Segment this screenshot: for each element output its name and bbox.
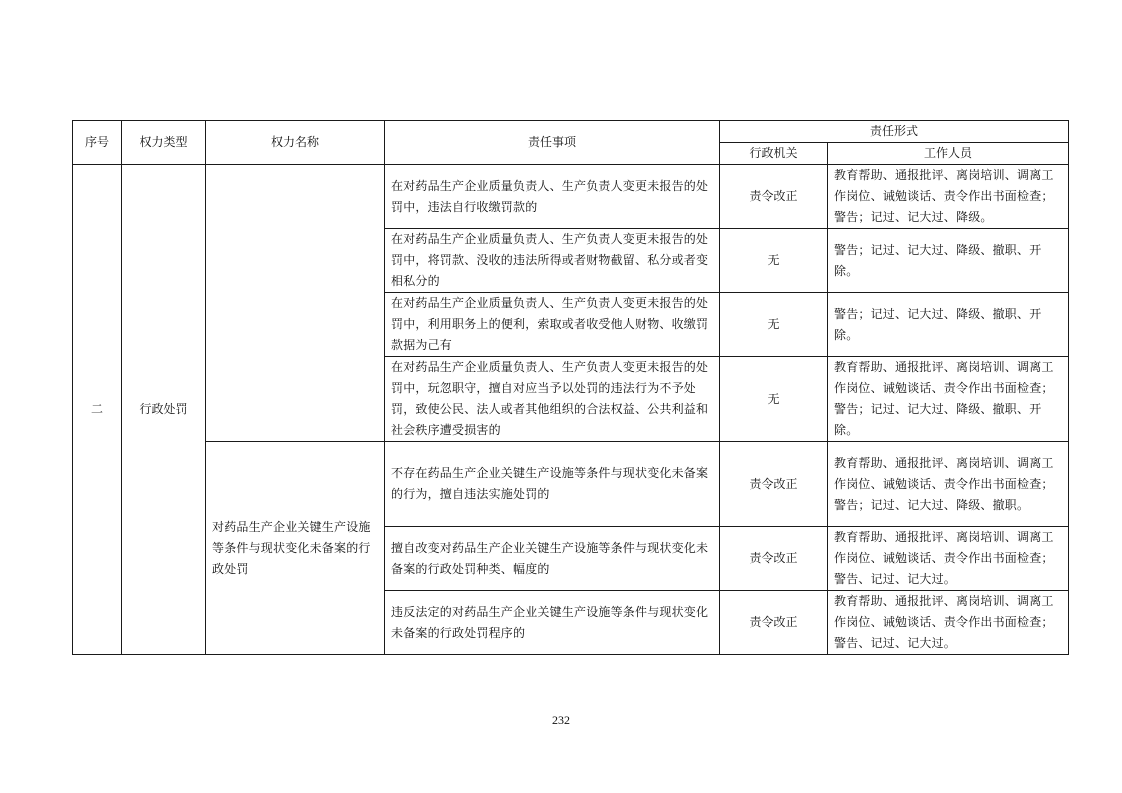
header-responsibility: 责任事项	[385, 121, 720, 165]
admin-cell: 责令改正	[720, 165, 828, 229]
staff-cell: 教育帮助、通报批评、离岗培训、调离工作岗位、诫勉谈话、责令作出书面检查；警告；记过、记大过、降级。	[828, 165, 1069, 229]
matter-cell: 在对药品生产企业质量负责人、生产负责人变更未报告的处罚中，利用职务上的便利，索取或者收受他人财物、收缴罚款据为己有	[385, 293, 720, 357]
matter-cell: 违反法定的对药品生产企业关键生产设施等条件与现状变化未备案的行政处罚程序的	[385, 591, 720, 655]
staff-cell: 教育帮助、通报批评、离岗培训、调离工作岗位、诫勉谈话、责令作出书面检查；警告、记过、记大过。	[828, 527, 1069, 591]
header-power-type: 权力类型	[122, 121, 206, 165]
admin-cell: 无	[720, 293, 828, 357]
header-power-name: 权力名称	[206, 121, 385, 165]
matter-cell: 擅自改变对药品生产企业关键生产设施等条件与现状变化未备案的行政处罚种类、幅度的	[385, 527, 720, 591]
admin-cell: 责令改正	[720, 591, 828, 655]
staff-cell: 警告；记过、记大过、降级、撤职、开除。	[828, 293, 1069, 357]
header-staff: 工作人员	[828, 143, 1069, 165]
matter-cell: 在对药品生产企业质量负责人、生产负责人变更未报告的处罚中，将罚款、没收的违法所得或者财物截留、私分或者变相私分的	[385, 229, 720, 293]
staff-cell: 教育帮助、通报批评、离岗培训、调离工作岗位、诫勉谈话、责令作出书面检查；警告；记过、记大过、降级、撤职、开除。	[828, 357, 1069, 442]
header-form: 责任形式	[720, 121, 1069, 143]
power-name-cell-1	[206, 165, 385, 442]
power-type-cell: 行政处罚	[122, 165, 206, 655]
matter-cell: 在对药品生产企业质量负责人、生产负责人变更未报告的处罚中，玩忽职守，擅自对应当予以处罚的违法行为不予处罚，致使公民、法人或者其他组织的合法权益、公共利益和社会秩序遭受损害的	[385, 357, 720, 442]
header-admin: 行政机关	[720, 143, 828, 165]
table-row	[73, 442, 1069, 527]
admin-cell: 责令改正	[720, 527, 828, 591]
responsibility-table	[72, 120, 1069, 655]
staff-cell: 教育帮助、通报批评、离岗培训、调离工作岗位、诫勉谈话、责令作出书面检查；警告；记过、记大过、降级、撤职。	[828, 442, 1069, 527]
staff-cell: 警告；记过、记大过、降级、撤职、开除。	[828, 229, 1069, 293]
admin-cell: 无	[720, 357, 828, 442]
seq-cell: 二	[73, 165, 122, 655]
matter-cell: 不存在药品生产企业关键生产设施等条件与现状变化未备案的行为，擅自违法实施处罚的	[385, 442, 720, 527]
header-seq: 序号	[73, 121, 122, 165]
table-row	[73, 165, 1069, 229]
admin-cell: 无	[720, 229, 828, 293]
matter-cell: 在对药品生产企业质量负责人、生产负责人变更未报告的处罚中，违法自行收缴罚款的	[385, 165, 720, 229]
power-name-cell-2: 对药品生产企业关键生产设施等条件与现状变化未备案的行政处罚	[206, 442, 385, 655]
staff-cell: 教育帮助、通报批评、离岗培训、调离工作岗位、诫勉谈话、责令作出书面检查；警告、记过、记大过。	[828, 591, 1069, 655]
admin-cell: 责令改正	[720, 442, 828, 527]
page-number: 232	[552, 713, 570, 727]
